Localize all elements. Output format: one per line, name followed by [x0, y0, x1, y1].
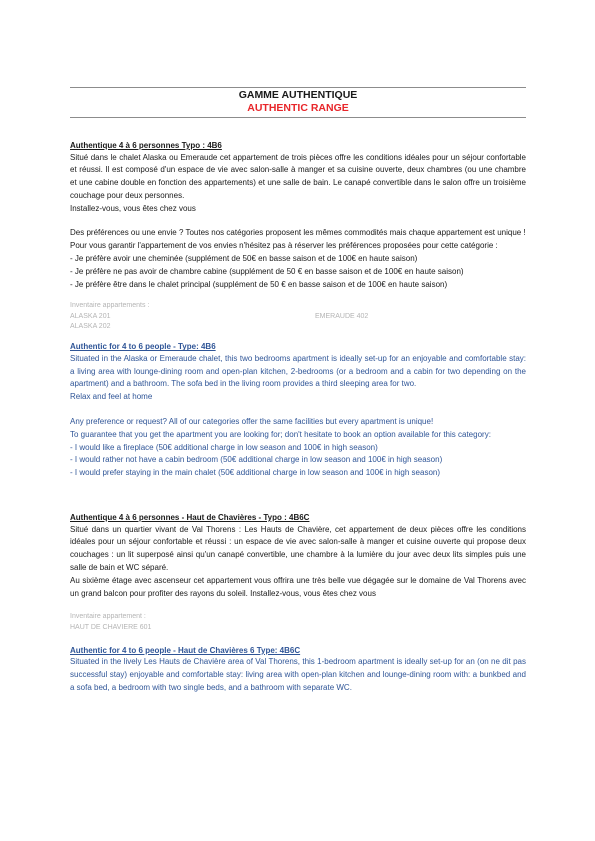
preferences-intro: Any preference or request? All of our categories offer the same facilities but every apartment is unique! — [70, 417, 434, 427]
preference-item: - Je préfère avoir une cheminée (supplément de 50€ en basse saison et de 100€ en haute saison) — [70, 254, 418, 264]
preference-item: - I would like a fireplace (50€ additional charge in low season and 100€ in high season) — [70, 442, 378, 452]
preference-item: - Je préfère ne pas avoir de chambre cabine (supplément de 50 € en basse saison et de 100€ en haute saison) — [70, 266, 464, 276]
section-body: Situated in the lively Les Hauts de Chavière area of Val Thorens, this 1-bedroom apartment is ideally set-up for an (on ne dit pas successful stay) enjoyable and comfortable stay: living area with open-plan kitchen and lounge-dining room with: a bunkbed and a sofa bed, a bedroom with two single beds, and a bathroom with separate WC. — [70, 657, 526, 692]
inventory-item: EMERAUDE 402 — [315, 312, 369, 320]
page-title-fr: GAMME AUTHENTIQUE — [238, 89, 358, 101]
inventory-item: ALASKA 201 — [70, 312, 111, 320]
section-closing: Installez-vous, vous êtes chez vous — [70, 203, 196, 213]
inventory-label: Inventaire appartement : — [70, 613, 146, 621]
section-en-4b6c — [70, 646, 526, 695]
inventory-list — [70, 312, 526, 333]
section-heading: Authentic for 4 to 6 people - Haut de Chavières 6 Type: 4B6C — [70, 645, 301, 655]
section-heading: Authentique 4 à 6 personnes Typo : 4B6 — [70, 141, 222, 150]
inventory-item: HAUT DE CHAVIERE 601 — [70, 623, 152, 631]
inventory-label: Inventaire appartements : — [70, 302, 150, 310]
preferences-text: To guarantee that you get the apartment you are looking for; don't hesitate to book an option available for this category: — [70, 429, 491, 439]
document-page — [70, 87, 526, 695]
top-rule — [70, 87, 526, 88]
section-closing: Relax and feel at home — [70, 392, 153, 402]
preferences-intro: Des préférences ou une envie ? Toutes nos catégories proposent les mêmes commodités mais chaque appartement est unique ! — [70, 228, 526, 238]
section-fr-4b6 — [70, 141, 526, 332]
section-fr-4b6c — [70, 513, 526, 633]
section-body: Situé dans le chalet Alaska ou Emeraude cet appartement de trois pièces offre les conditions idéales pour un séjour confortable et réussi. Il est composé d'un espace de vie avec salon-salle à manger et sa cuisine ouverte, deux chambres (ou une chambre et une cabine double en fonction des appartements) et une salle de bain. Le canapé convertible dans le salon offre un troisième couchage pour deux personnes. — [70, 152, 526, 200]
section-heading: Authentic for 4 to 6 people - Type: 4B6 — [70, 342, 216, 352]
section-body-2: Au sixième étage avec ascenseur cet appartement vous offrira une très belle vue dégagée sur le domaine de Val Thorens avec un grand balcon pour profiter des rayons du soleil. Installez-vous, vous êtes chez vous — [70, 575, 526, 598]
section-body: Situé dans un quartier vivant de Val Thorens : Les Hauts de Chavière, cet appartement de deux pièces offre les conditions idéales pour un séjour confortable et réussi : un espace de vie avec salon-salle à manger et cuisine ouverte qui propose deux couchages : un lit superposé ainsi qu'un canapé convertible, une chambre à la lumière du jour avec deux lits simples puis une salle de bain et WC séparé. — [70, 524, 526, 572]
page-title-en: AUTHENTIC RANGE — [247, 102, 349, 114]
section-heading: Authentique 4 à 6 personnes - Haut de Chavières - Typo : 4B6C — [70, 513, 310, 523]
inventory-item: ALASKA 202 — [70, 323, 111, 331]
preference-item: - Je préfère être dans le chalet principal (supplément de 50 € en basse saison et de 100€ en haute saison) — [70, 279, 448, 289]
section-en-4b6 — [70, 342, 526, 480]
preference-item: - I would prefer staying in the main chalet (50€ additional charge in low season and 100€ in high season) — [70, 468, 441, 478]
section-body: Situated in the Alaska or Emeraude chalet, this two bedrooms apartment is ideally set-up for an enjoyable and comfortable stay: a living area with lounge-dining room and open-plan kitchen, 2-bedrooms (or a bedroom and a cabin for two depending on the apartment) and a bathroom. The sofa bed in the living room provides a third sleeping area for two. — [70, 353, 526, 389]
inventory-col — [70, 312, 315, 333]
preference-item: - I would rather not have a cabin bedroom (50€ additional charge in low season and 100€ in high season) — [70, 455, 443, 465]
preferences-text: Pour vous garantir l'appartement de vos envies n'hésitez pas à réserver les préférences proposées pour cette catégorie : — [70, 241, 498, 251]
title-rule — [70, 117, 526, 118]
inventory-col — [315, 312, 368, 333]
